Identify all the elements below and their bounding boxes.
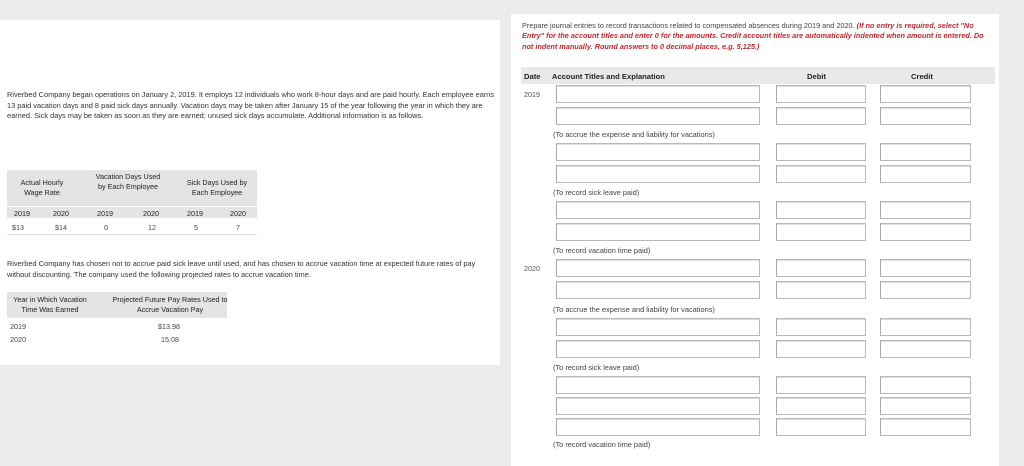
- account-input[interactable]: [556, 165, 760, 183]
- debit-input[interactable]: [776, 143, 866, 161]
- year-2019-label: 2019: [524, 90, 540, 99]
- instructions: [522, 21, 992, 52]
- rate-table-years: [7, 206, 257, 218]
- header-year-earned: Year in Which Vacation Time Was Earned: [13, 295, 87, 314]
- debit-input[interactable]: [776, 259, 866, 277]
- journal-header: [521, 67, 995, 84]
- credit-input[interactable]: [880, 397, 971, 415]
- credit-input[interactable]: [880, 281, 971, 299]
- credit-input[interactable]: [880, 143, 971, 161]
- account-input[interactable]: [556, 201, 760, 219]
- debit-input[interactable]: [776, 397, 866, 415]
- header-sick-days: Sick Days Used by Each Employee: [186, 178, 248, 197]
- problem-intro: Riverbed Company began operations on January 2, 2019. It employs 12 individuals who work 8-hour days and are paid hourly. Each employee earns 13 paid vacation days and 8 paid sick days annually. Vacation days may be taken after January 15 of the year following the year in which they are earned. Sick days may be taken as soon as they are earned; unused sick days accumulate. Additional information is as follows.: [7, 90, 495, 121]
- wage-2019: $13: [12, 223, 24, 232]
- account-input[interactable]: [556, 318, 760, 336]
- sick-2020: 7: [236, 223, 240, 232]
- account-input[interactable]: [556, 418, 760, 436]
- credit-input[interactable]: [880, 259, 971, 277]
- credit-input[interactable]: [880, 418, 971, 436]
- account-input[interactable]: [556, 143, 760, 161]
- credit-input[interactable]: [880, 165, 971, 183]
- year-cell: 2020: [230, 209, 246, 218]
- debit-input[interactable]: [776, 107, 866, 125]
- policy-text: Riverbed Company has chosen not to accrue paid sick leave until used, and has chosen to accrue vacation time at expected future rates of pay without discounting. The company used the following projected rates to accrue vacation time.: [7, 259, 476, 279]
- debit-input[interactable]: [776, 281, 866, 299]
- credit-input[interactable]: [880, 85, 971, 103]
- header-projected-rate: Projected Future Pay Rates Used to Accrue Vacation Pay: [112, 295, 228, 314]
- account-input[interactable]: [556, 340, 760, 358]
- header-credit: Credit: [911, 72, 933, 81]
- account-input[interactable]: [556, 85, 760, 103]
- wage-2020: $14: [55, 223, 67, 232]
- sick-2019: 5: [194, 223, 198, 232]
- divider: [7, 234, 257, 235]
- vacation-2019: 0: [104, 223, 108, 232]
- entry-note: (To record sick leave paid): [553, 188, 640, 197]
- projected-year: 2019: [10, 322, 26, 331]
- year-cell: 2020: [143, 209, 159, 218]
- account-input[interactable]: [556, 259, 760, 277]
- account-input[interactable]: [556, 107, 760, 125]
- account-input[interactable]: [556, 376, 760, 394]
- credit-input[interactable]: [880, 318, 971, 336]
- debit-input[interactable]: [776, 85, 866, 103]
- debit-input[interactable]: [776, 376, 866, 394]
- entry-note: (To record sick leave paid): [553, 363, 640, 372]
- credit-input[interactable]: [880, 201, 971, 219]
- account-input[interactable]: [556, 397, 760, 415]
- instructions-emphasis: (If no entry is required, select "No Entry" for the account titles and enter 0 for the amounts. Credit account titles are automatically indented when amount is entered. Do not indent manually. Round answers to 0 decimal places, e.g. 5,125.): [522, 21, 984, 51]
- instructions-text: Prepare journal entries to record transactions related to compensated absences during 2019 and 2020.: [522, 21, 857, 30]
- account-input[interactable]: [556, 223, 760, 241]
- entry-note: (To record vacation time paid): [553, 440, 651, 449]
- year-cell: 2020: [53, 209, 69, 218]
- header-date: Date: [524, 72, 541, 81]
- credit-input[interactable]: [880, 376, 971, 394]
- projected-year: 2020: [10, 335, 26, 344]
- header-account: Account Titles and Explanation: [552, 72, 665, 81]
- debit-input[interactable]: [776, 418, 866, 436]
- header-actual-wage: Actual Hourly Wage Rate: [20, 178, 64, 197]
- credit-input[interactable]: [880, 223, 971, 241]
- account-input[interactable]: [556, 281, 760, 299]
- debit-input[interactable]: [776, 318, 866, 336]
- year-2020-label: 2020: [524, 264, 540, 273]
- header-vacation-days: Vacation Days Used by Each Employee: [95, 172, 161, 191]
- entry-note: (To record vacation time paid): [553, 246, 651, 255]
- debit-input[interactable]: [776, 223, 866, 241]
- credit-input[interactable]: [880, 340, 971, 358]
- credit-input[interactable]: [880, 107, 971, 125]
- projected-rate: 15.08: [161, 335, 179, 344]
- entry-note: (To accrue the expense and liability for vacations): [553, 305, 715, 314]
- header-debit: Debit: [807, 72, 826, 81]
- projected-rate: $13.98: [158, 322, 180, 331]
- year-cell: 2019: [187, 209, 203, 218]
- entry-note: (To accrue the expense and liability for vacations): [553, 130, 715, 139]
- debit-input[interactable]: [776, 201, 866, 219]
- vacation-2020: 12: [148, 223, 156, 232]
- debit-input[interactable]: [776, 340, 866, 358]
- year-cell: 2019: [14, 209, 30, 218]
- debit-input[interactable]: [776, 165, 866, 183]
- year-cell: 2019: [97, 209, 113, 218]
